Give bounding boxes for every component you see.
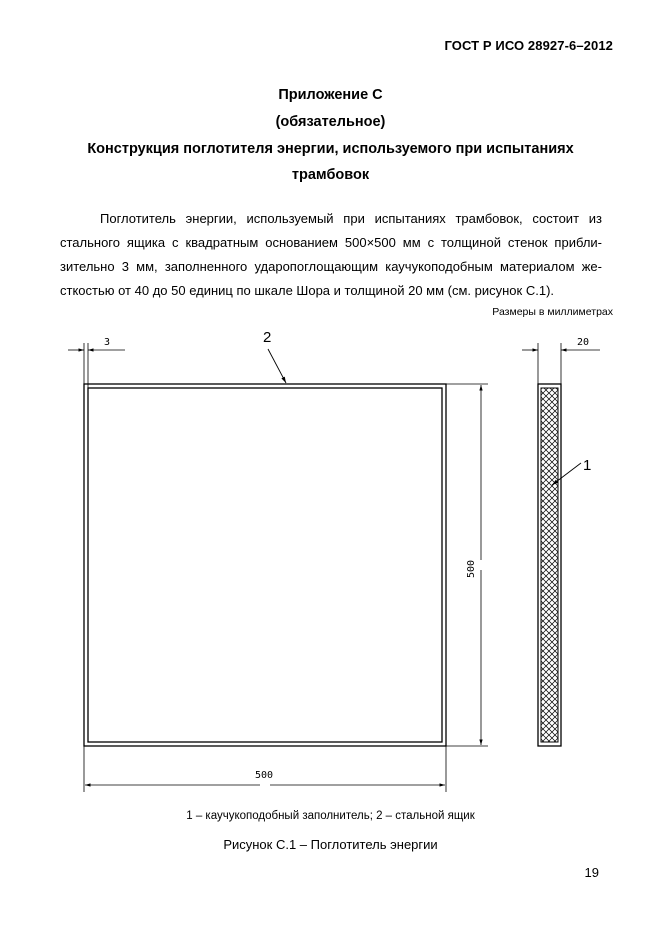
height-dimension-value: 500 bbox=[466, 559, 477, 578]
figure-legend: 1 – каучукоподобный заполнитель; 2 – стальной ящик bbox=[186, 810, 475, 822]
side-view bbox=[522, 337, 600, 746]
annex-heading-line1: Конструкция поглотителя энергии, используемого при испытаниях bbox=[87, 141, 574, 157]
paragraph-line: сткостью от 40 до 50 единиц по шкале Шора и толщиной 20 мм (см. рисунок С.1). bbox=[60, 283, 555, 298]
filler-label: 1 bbox=[583, 457, 592, 474]
paragraph-line: зительно 3 мм, заполненного ударопоглощающим каучукоподобным материалом же- bbox=[60, 259, 602, 274]
front-view bbox=[84, 384, 446, 746]
filler-hatched bbox=[541, 388, 558, 742]
document-code: ГОСТ Р ИСО 28927-6–2012 bbox=[444, 38, 613, 53]
figure-caption: Рисунок С.1 – Поглотитель энергии bbox=[223, 837, 438, 852]
body-paragraph bbox=[60, 207, 602, 303]
thickness-dimension-value: 20 bbox=[577, 337, 590, 348]
page-number: 19 bbox=[584, 865, 599, 880]
steel-box-label: 2 bbox=[263, 329, 272, 346]
dimensions-note: Размеры в миллиметрах bbox=[492, 306, 613, 318]
height-dimension bbox=[446, 384, 488, 746]
energy-absorber-drawing bbox=[0, 320, 661, 800]
paragraph-line: стального ящика с квадратным основанием 500×500 мм с толщиной стенок прибли- bbox=[60, 235, 602, 250]
width-dimension bbox=[84, 746, 446, 792]
width-dimension-value: 500 bbox=[255, 770, 274, 781]
wall-dimension-value: 3 bbox=[104, 337, 111, 348]
box-outer-edge bbox=[84, 384, 446, 746]
label-steel-box bbox=[263, 329, 286, 383]
wall-dimension bbox=[68, 337, 125, 388]
box-inner-edge bbox=[88, 388, 442, 742]
annex-heading-line2: трамбовок bbox=[291, 167, 370, 183]
paragraph-line: Поглотитель энергии, используемый при испытаниях трамбовок, состоит из bbox=[100, 211, 602, 226]
annex-status: (обязательное) bbox=[275, 114, 386, 130]
annex-title: Приложение С bbox=[278, 87, 383, 103]
